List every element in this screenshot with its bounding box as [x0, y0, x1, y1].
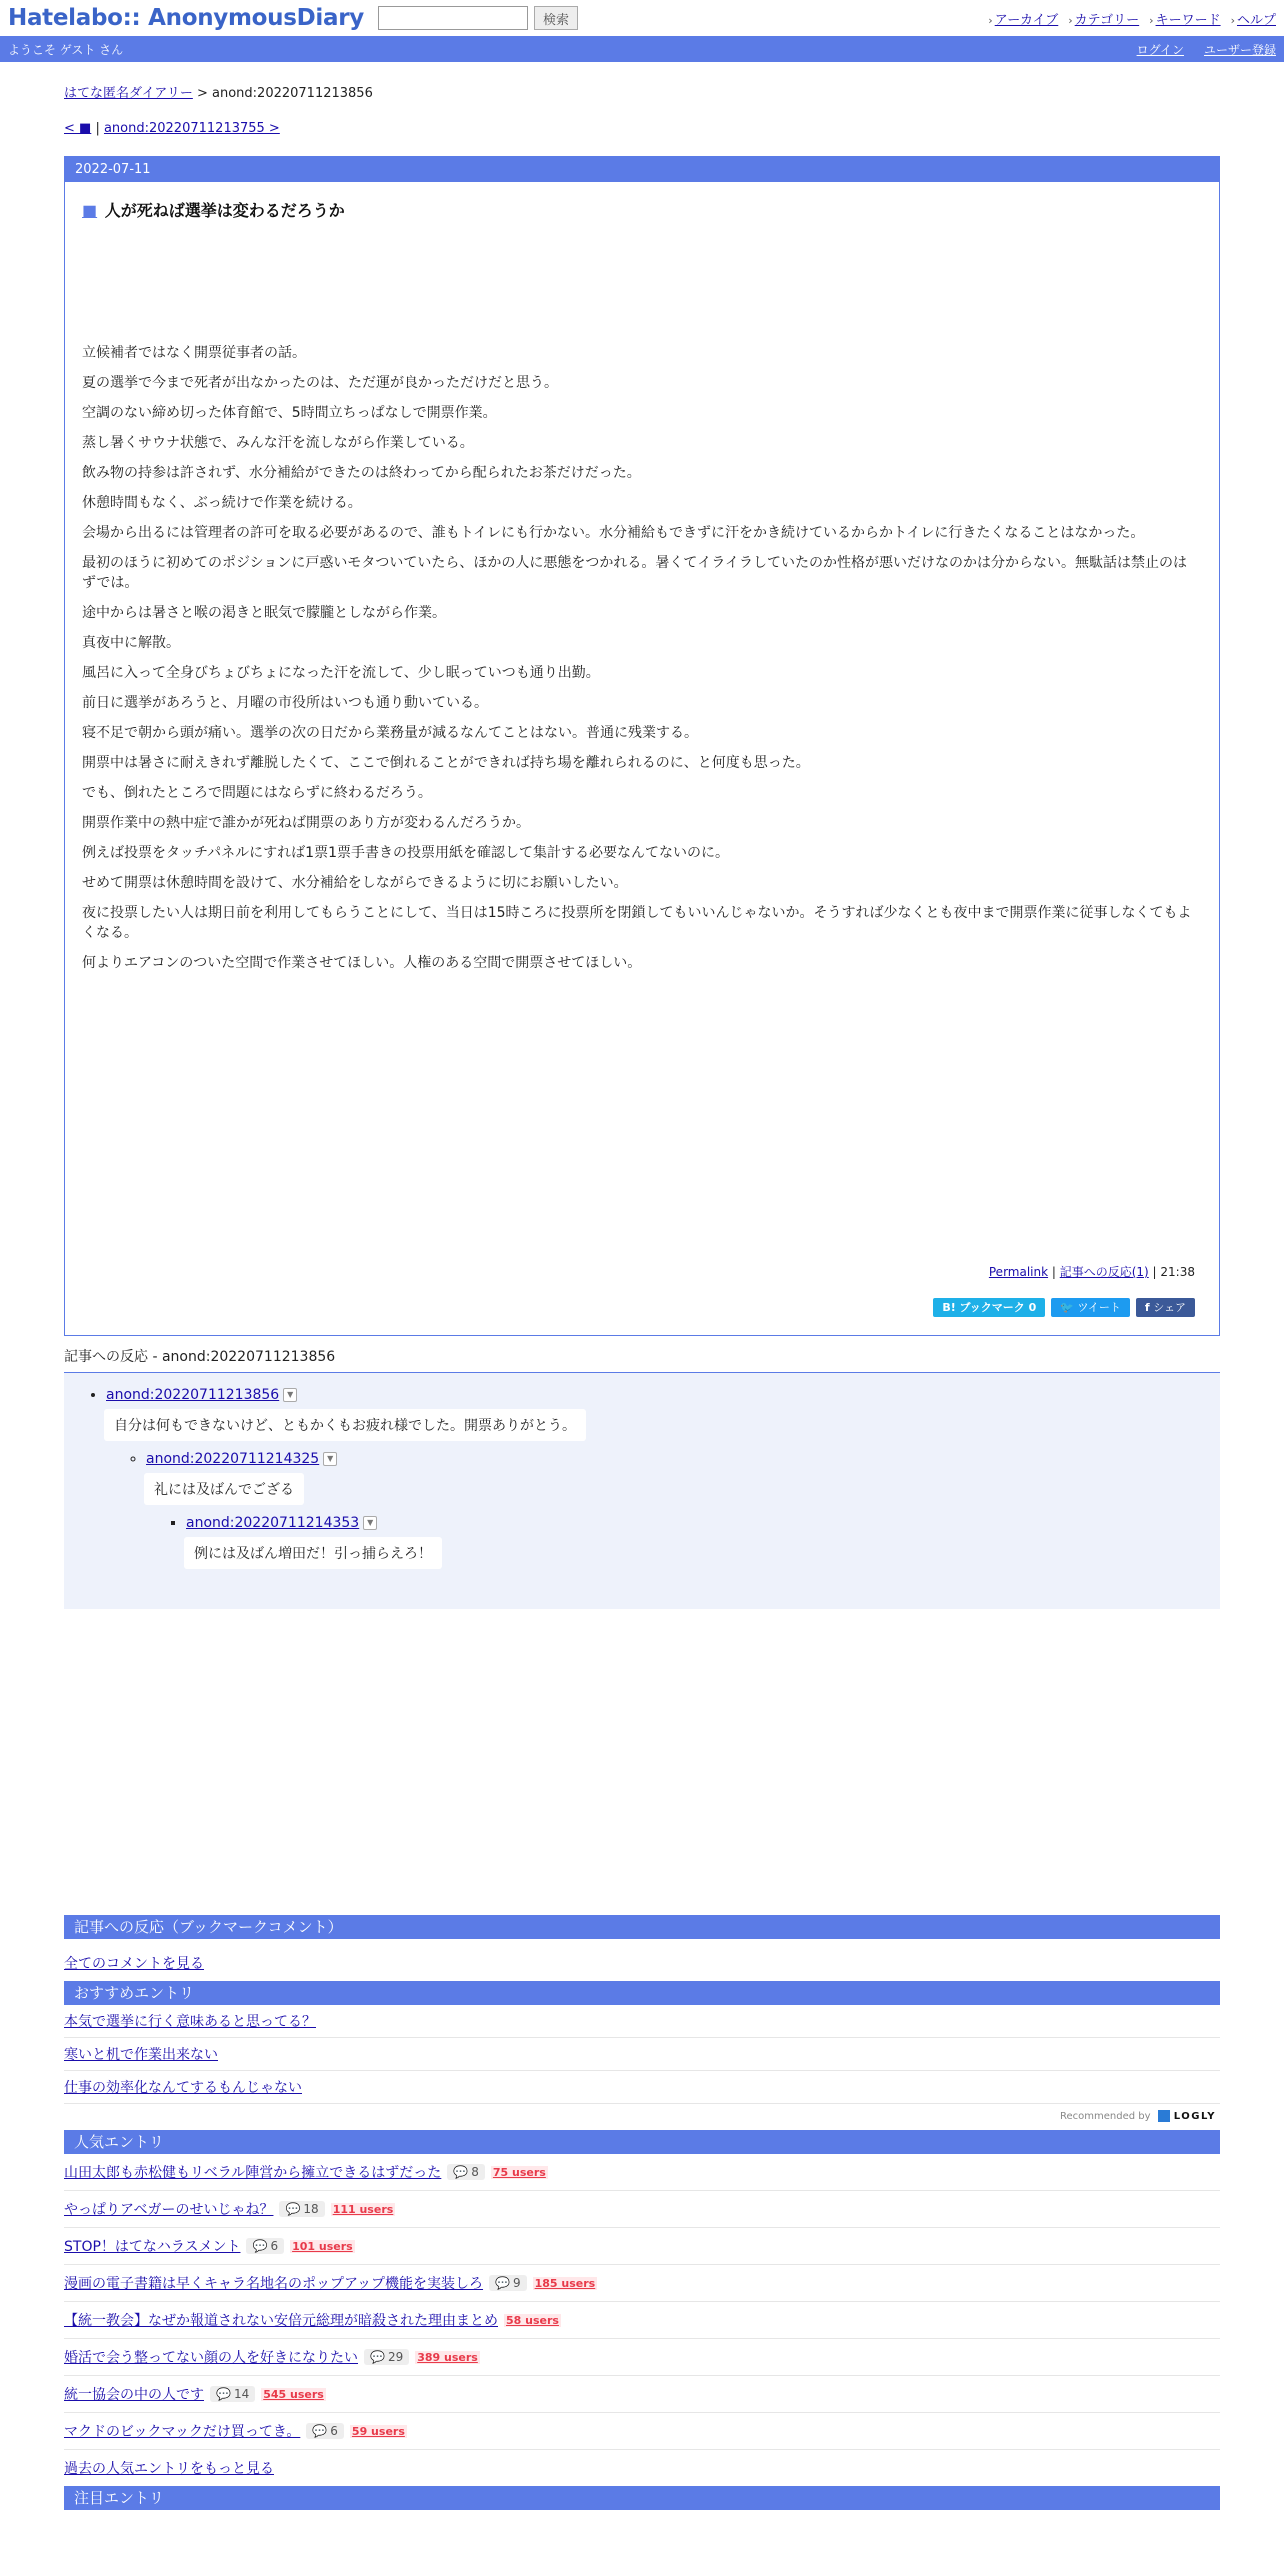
entry-paragraph: 休憩時間もなく、ぶっ続けで作業を続ける。 — [82, 495, 362, 511]
entry-footer: Permalink | 記事への反応(1) | 21:38 — [988, 1265, 1195, 1279]
facebook-f-icon: f — [1144, 1301, 1150, 1314]
tweet-button[interactable] — [1051, 1298, 1130, 1317]
dropdown-arrow-icon[interactable]: ▼ — [363, 1516, 377, 1530]
facebook-share-label: シェア — [1153, 1301, 1186, 1314]
reaction-item — [186, 1515, 1220, 1579]
popular-item — [64, 2191, 1220, 2228]
popular-item — [64, 2376, 1220, 2413]
nav-keyword-link[interactable]: キーワード — [1155, 12, 1221, 28]
reaction-link[interactable]: anond:20220711213856 — [106, 1387, 280, 1403]
recommended-item[interactable]: 仕事の効率化なんてするもんじゃない — [64, 2071, 1220, 2104]
reactions-title: 記事への反応 - — [64, 1349, 158, 1365]
reaction-tree — [64, 1373, 1220, 1609]
recommended-item[interactable]: 本気で選挙に行く意味あると思ってる？ — [64, 2005, 1220, 2038]
tweet-label: ツイート — [1077, 1301, 1121, 1314]
entry-paragraph: 蒸し暑くサウナ状態で、みんな汗を流しながら作業している。 — [82, 435, 474, 451]
popular-item-link[interactable]: マクドのビックマックだけ買ってき。 — [64, 2424, 301, 2440]
main-content — [64, 82, 1220, 2510]
all-comments-link[interactable]: 全てのコメントを見る — [64, 1956, 204, 1972]
chevron-right-icon: › — [1149, 13, 1154, 27]
share-buttons — [82, 1298, 1195, 1317]
entry-paragraph: 前日に選挙があろうと、月曜の市役所はいつも通り動いている。 — [82, 695, 488, 711]
popular-item-link[interactable]: やっぱりアベガーのせいじゃね？ — [64, 2202, 274, 2218]
chevron-right-icon: › — [988, 13, 993, 27]
hatena-bookmark-button[interactable]: B! ブックマーク 0 — [933, 1298, 1045, 1317]
chevron-right-icon: › — [1068, 13, 1073, 27]
entry-paragraph: 立候補者ではなく開票従事者の話。 — [82, 345, 306, 361]
comment-count-value: 8 — [471, 2165, 479, 2179]
comment-bubble-icon: 💬 — [495, 2276, 510, 2290]
popular-item — [64, 2339, 1220, 2376]
reaction-bubble: 例には及ばん増田だ！引っ捕らえろ！ — [184, 1537, 442, 1569]
entry-paragraph: 途中からは暑さと喉の渇きと眠気で朦朧としながら作業。 — [82, 605, 446, 621]
bookmark-users-badge[interactable]: 101 users — [292, 2239, 353, 2253]
reaction-bubble: 礼には及ばんでござる — [144, 1473, 304, 1505]
dropdown-arrow-icon[interactable]: ▼ — [283, 1388, 297, 1402]
comment-count[interactable] — [279, 2201, 324, 2217]
entry-title — [82, 198, 1195, 221]
recommended-credit — [64, 2104, 1220, 2130]
popular-item-link[interactable]: 統一協会の中の人です — [64, 2387, 204, 2403]
entry-paragraph: 開票作業中の熱中症で誰かが死ねば開票のあり方が変わるんだろうか。 — [82, 815, 530, 831]
entry — [65, 182, 1219, 1335]
day-box — [64, 156, 1220, 1336]
comment-count-value: 14 — [233, 2387, 250, 2401]
bookmark-users-badge[interactable]: 185 users — [534, 2276, 596, 2290]
entry-paragraph: 空調のない締め切った体育館で、5時間立ちっぱなしで開票作業。 — [82, 405, 497, 421]
nav-help-link[interactable]: ヘルプ — [1236, 12, 1276, 28]
comment-count[interactable] — [364, 2349, 409, 2365]
entry-title-text: 人が死ねば選挙は変わるだろうか — [104, 201, 345, 220]
comment-bubble-icon: 💬 — [285, 2202, 301, 2216]
reactions-link[interactable]: 記事への反応(1) — [1059, 1265, 1149, 1279]
bookmark-comments — [64, 1939, 1220, 1981]
popular-list — [64, 2154, 1220, 2486]
reaction-link[interactable]: anond:20220711214353 — [186, 1515, 360, 1531]
search-input[interactable] — [378, 6, 528, 30]
popular-item-link[interactable]: 【統一教会】なぜか報道されない安倍元総理が暗殺された理由まとめ — [64, 2313, 498, 2329]
logly-brand[interactable]: LOGLY — [1173, 2111, 1216, 2122]
entry-paragraph: でも、倒れたところで問題にはならずに終わるだろう。 — [82, 785, 432, 801]
comment-count-value: 29 — [387, 2350, 404, 2364]
comment-count-value: 6 — [270, 2239, 279, 2253]
entry-paragraph: 寝不足で朝から頭が痛い。選挙の次の日だから業務量が減るなんてことはない。普通に残業する。 — [82, 725, 698, 741]
welcome-text: ようこそ ゲスト さん — [8, 42, 124, 57]
header-nav — [988, 9, 1276, 28]
entry-paragraph: 会場から出るには管理者の許可を取る必要があるので、誰もトイレにも行かない。水分補給もできずに汗をかき続けているからかトイレに行きたくなることはなかった。 — [82, 525, 1145, 541]
reaction-item — [106, 1387, 1220, 1579]
entry-paragraph: 例えば投票をタッチパネルにすれば1票1票手書きの投票用紙を確認して集計する必要なんてないのに。 — [82, 845, 729, 861]
popular-item-link[interactable]: 山田太郎も赤松健もリベラル陣営から擁立できるはずだった — [64, 2165, 442, 2181]
popular-item — [64, 2265, 1220, 2302]
comment-bubble-icon: 💬 — [216, 2387, 231, 2401]
comment-count[interactable] — [489, 2275, 527, 2291]
bookmark-users-badge[interactable]: 545 users — [263, 2387, 324, 2401]
reaction-item — [146, 1451, 1220, 1579]
popular-item — [64, 2302, 1220, 2339]
breadcrumb-current: anond:20220711213856 — [212, 86, 373, 101]
recommended-list — [64, 2005, 1220, 2104]
entry-time: 21:38 — [1160, 1265, 1195, 1279]
breadcrumb-separator: > — [192, 86, 213, 101]
popular-more-link[interactable]: 過去の人気エントリをもっと見る — [64, 2461, 274, 2477]
search-form — [378, 6, 578, 30]
entry-paragraph: せめて開票は休憩時間を設けて、水分補給をしながらできるように切にお願いしたい。 — [82, 875, 628, 891]
chevron-right-icon: › — [1230, 13, 1235, 27]
comment-bubble-icon: 💬 — [370, 2350, 385, 2364]
attention-header: 注目エントリ — [64, 2486, 1220, 2510]
reactions-header — [64, 1346, 1220, 1373]
login-link[interactable]: ログイン — [1136, 42, 1184, 57]
bookmark-users-badge[interactable]: 111 users — [332, 2202, 394, 2216]
popular-item-link[interactable]: 婚活で会う整ってない顔の人を好きになりたい — [64, 2350, 358, 2366]
twitter-bird-icon: 🐦 — [1060, 1301, 1074, 1314]
user-bar — [0, 36, 1284, 62]
entry-paragraph: 真夜中に解散。 — [82, 635, 180, 651]
entry-paragraph: 何よりエアコンのついた空間で作業させてほしい。人権のある空間で開票させてほしい。 — [82, 955, 642, 971]
popular-item-link[interactable]: STOP！はてなハラスメント — [64, 2239, 241, 2255]
entry-pager — [64, 121, 1220, 136]
popular-item — [64, 2413, 1220, 2450]
entry-paragraph: 開票中は暑さに耐えきれず離脱したくて、ここで倒れることができれば持ち場を離れられるのに、と何度も思った。 — [82, 755, 810, 771]
popular-item-link[interactable]: 漫画の電子書籍は早くキャラ名地名のポップアップ機能を実装しろ — [64, 2276, 484, 2292]
entry-permalink-icon[interactable]: ■ — [82, 201, 98, 220]
entry-paragraph: 風呂に入って全身びちょびちょになった汗を流して、少し眠っていつも通り出勤。 — [82, 665, 600, 681]
bookmark-users-badge[interactable]: 59 users — [351, 2424, 405, 2438]
bookmark-comments-header: 記事への反応（ブックマークコメント） — [64, 1915, 1220, 1939]
breadcrumb — [64, 82, 1220, 101]
popular-item — [64, 2228, 1220, 2265]
comment-count-value: 18 — [303, 2202, 319, 2216]
facebook-share-button[interactable] — [1136, 1298, 1195, 1317]
comment-bubble-icon: 💬 — [252, 2239, 268, 2253]
top-header — [0, 0, 1284, 36]
comment-bubble-icon: 💬 — [312, 2424, 328, 2438]
recommended-header: おすすめエントリ — [64, 1981, 1220, 2005]
entry-paragraph: 夜に投票したい人は期日前を利用してもらうことにして、当日は15時ころに投票所を閉鎖してもいいんじゃないか。そうすれば少なくとも夜中まで開票作業に従事しなくてもよくなる。 — [82, 905, 1192, 941]
nav-category-link[interactable]: カテゴリー — [1074, 12, 1140, 28]
logly-logo-icon — [1158, 2110, 1170, 2122]
nav-archive-link[interactable]: アーカイブ — [994, 12, 1059, 28]
search-button[interactable]: 検索 — [534, 6, 578, 30]
reaction-link[interactable]: anond:20220711214325 — [146, 1451, 320, 1467]
recommended-by-text: Recommended by — [1059, 2111, 1151, 2122]
ad-space — [64, 1609, 1220, 1915]
recommended-item[interactable]: 寒いと机で作業出来ない — [64, 2038, 1220, 2071]
comment-count-value: 9 — [512, 2276, 521, 2290]
entry-paragraph: 飲み物の持参は許されず、水分補給ができたのは終わってから配られたお茶だけだった。 — [82, 465, 641, 481]
comment-count[interactable] — [246, 2238, 284, 2254]
entry-paragraph: 夏の選挙で今まで死者が出なかったのは、ただ運が良かっただけだと思う。 — [82, 375, 558, 391]
prev-entry-link[interactable]: < ■ — [64, 121, 92, 136]
comment-count-value: 6 — [330, 2424, 338, 2438]
comment-bubble-icon: 💬 — [453, 2165, 469, 2179]
bookmark-users-badge[interactable]: 58 users — [506, 2313, 559, 2327]
bookmark-users-badge[interactable]: 75 users — [492, 2165, 546, 2179]
reaction-bubble: 自分は何もできないけど、ともかくもお疲れ様でした。開票ありがとう。 — [104, 1409, 586, 1441]
popular-header: 人気エントリ — [64, 2130, 1220, 2154]
popular-more — [64, 2450, 1220, 2486]
site-logo[interactable]: Hatelabo:: AnonymousDiary — [8, 5, 364, 31]
pager-separator: | — [91, 121, 104, 136]
comment-count[interactable] — [447, 2164, 485, 2180]
bookmark-users-badge[interactable]: 389 users — [417, 2350, 478, 2364]
signup-link[interactable]: ユーザー登録 — [1203, 42, 1276, 57]
comment-count[interactable] — [306, 2423, 344, 2439]
permalink-link[interactable]: Permalink — [988, 1265, 1049, 1279]
reactions-anchor: anond:20220711213856 — [161, 1349, 336, 1365]
dropdown-arrow-icon[interactable]: ▼ — [323, 1452, 337, 1466]
entry-paragraph: 最初のほうに初めてのポジションに戸惑いモタついていたら、ほかの人に悪態をつかれる。暑くてイライラしていたのか性格が悪いだけなのかは分からない。無駄話は禁止のはずでは。 — [82, 555, 1187, 591]
day-date: 2022-07-11 — [65, 157, 1219, 182]
next-entry-link[interactable]: anond:20220711213755 > — [103, 121, 280, 136]
breadcrumb-root-link[interactable]: はてな匿名ダイアリー — [64, 86, 193, 101]
popular-item — [64, 2154, 1220, 2191]
comment-count[interactable] — [210, 2386, 255, 2402]
entry-body — [82, 343, 1195, 973]
